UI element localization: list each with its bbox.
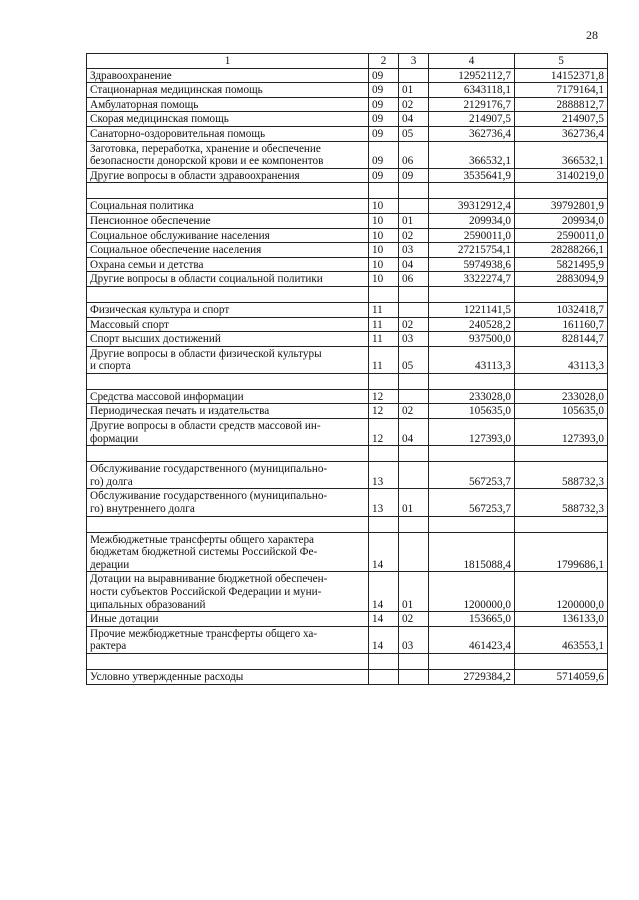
row-section-code-cell: 13 (369, 462, 399, 489)
row-value-2-cell: 828144,7 (515, 332, 608, 347)
row-subsection-code-cell (399, 653, 429, 669)
row-name-cell: Дотации на выравнивание бюджетной обеспечен- ности субъектов Российской Федерации и муни- ципальных образований (87, 572, 369, 612)
row-section-code-cell: 14 (369, 612, 399, 627)
row-name-cell (87, 446, 369, 462)
row-section-code-cell (369, 446, 399, 462)
header-cell-5: 5 (515, 54, 608, 69)
table-row (87, 112, 608, 127)
row-section-code-cell: 10 (369, 199, 399, 214)
table-row (87, 168, 608, 183)
row-value-2-cell: 43113,3 (515, 346, 608, 373)
row-name-cell: Иные дотации (87, 612, 369, 627)
table-row (87, 199, 608, 214)
row-value-1-cell: 209934,0 (429, 213, 515, 228)
row-value-1-cell (429, 516, 515, 532)
row-value-1-cell: 105635,0 (429, 404, 515, 419)
row-value-2-cell: 233028,0 (515, 389, 608, 404)
row-value-1-cell: 39312912,4 (429, 199, 515, 214)
table-row (87, 228, 608, 243)
row-section-code-cell: 09 (369, 68, 399, 83)
row-name-cell: Другие вопросы в области социальной политики (87, 272, 369, 287)
row-value-2-cell: 2883094,9 (515, 272, 608, 287)
header-cell-1: 1 (87, 54, 369, 69)
row-value-1-cell: 362736,4 (429, 126, 515, 141)
row-value-1-cell: 1815088,4 (429, 532, 515, 572)
row-value-2-cell: 7179164,1 (515, 83, 608, 98)
row-name-cell: Прочие межбюджетные трансферты общего ха- рактера (87, 626, 369, 653)
row-subsection-code-cell: 02 (399, 612, 429, 627)
row-subsection-code-cell: 05 (399, 126, 429, 141)
row-value-1-cell: 2590011,0 (429, 228, 515, 243)
row-name-cell: Заготовка, переработка, хранение и обеспечение безопасности донорской крови и ее компонентов (87, 141, 369, 168)
row-subsection-code-cell (399, 516, 429, 532)
row-value-2-cell: 5714059,6 (515, 669, 608, 684)
row-value-1-cell (429, 653, 515, 669)
header-cell-4: 4 (429, 54, 515, 69)
row-subsection-code-cell (399, 183, 429, 199)
row-subsection-code-cell: 04 (399, 112, 429, 127)
row-value-2-cell (515, 183, 608, 199)
row-section-code-cell: 12 (369, 389, 399, 404)
table-row (87, 612, 608, 627)
row-section-code-cell: 10 (369, 272, 399, 287)
row-name-cell: Периодическая печать и издательства (87, 404, 369, 419)
row-name-cell: Обслуживание государственного (муниципально- го) внутреннего долга (87, 489, 369, 516)
table-row (87, 404, 608, 419)
row-name-cell: Санаторно-оздоровительная помощь (87, 126, 369, 141)
row-subsection-code-cell: 09 (399, 168, 429, 183)
row-subsection-code-cell (399, 532, 429, 572)
row-value-1-cell: 5974938,6 (429, 257, 515, 272)
row-value-2-cell: 463553,1 (515, 626, 608, 653)
row-section-code-cell (369, 373, 399, 389)
row-value-1-cell: 214907,5 (429, 112, 515, 127)
table-row (87, 653, 608, 669)
row-value-2-cell: 161160,7 (515, 317, 608, 332)
row-value-1-cell: 3322274,7 (429, 272, 515, 287)
row-section-code-cell: 14 (369, 626, 399, 653)
row-section-code-cell: 09 (369, 168, 399, 183)
row-value-2-cell (515, 653, 608, 669)
row-value-2-cell: 588732,3 (515, 462, 608, 489)
row-value-1-cell: 153665,0 (429, 612, 515, 627)
row-section-code-cell: 09 (369, 83, 399, 98)
row-name-cell: Охрана семьи и детства (87, 257, 369, 272)
table-row (87, 302, 608, 317)
table-row (87, 419, 608, 446)
row-section-code-cell (369, 516, 399, 532)
row-subsection-code-cell: 04 (399, 257, 429, 272)
row-subsection-code-cell (399, 68, 429, 83)
row-subsection-code-cell: 06 (399, 272, 429, 287)
row-name-cell: Стационарная медицинская помощь (87, 83, 369, 98)
row-name-cell: Социальное обеспечение населения (87, 243, 369, 258)
table-row (87, 141, 608, 168)
row-name-cell: Другие вопросы в области физической культуры и спорта (87, 346, 369, 373)
table-row (87, 346, 608, 373)
row-value-2-cell: 1799686,1 (515, 532, 608, 572)
row-name-cell: Социальная политика (87, 199, 369, 214)
row-section-code-cell: 09 (369, 97, 399, 112)
row-value-2-cell: 105635,0 (515, 404, 608, 419)
row-value-2-cell: 209934,0 (515, 213, 608, 228)
row-value-2-cell (515, 286, 608, 302)
row-section-code-cell: 14 (369, 572, 399, 612)
row-section-code-cell: 12 (369, 404, 399, 419)
row-value-1-cell (429, 286, 515, 302)
row-value-2-cell (515, 516, 608, 532)
row-section-code-cell (369, 669, 399, 684)
row-section-code-cell: 13 (369, 489, 399, 516)
row-name-cell: Средства массовой информации (87, 389, 369, 404)
row-section-code-cell: 09 (369, 141, 399, 168)
header-cell-2: 2 (369, 54, 399, 69)
row-subsection-code-cell: 03 (399, 626, 429, 653)
row-value-1-cell: 6343118,1 (429, 83, 515, 98)
row-subsection-code-cell: 02 (399, 404, 429, 419)
row-value-1-cell: 240528,2 (429, 317, 515, 332)
row-name-cell: Пенсионное обеспечение (87, 213, 369, 228)
table-row (87, 83, 608, 98)
row-value-1-cell: 233028,0 (429, 389, 515, 404)
row-subsection-code-cell (399, 373, 429, 389)
row-subsection-code-cell (399, 199, 429, 214)
row-section-code-cell: 11 (369, 332, 399, 347)
table-row (87, 213, 608, 228)
row-subsection-code-cell (399, 669, 429, 684)
row-value-2-cell: 5821495,9 (515, 257, 608, 272)
table-row (87, 572, 608, 612)
row-value-1-cell: 3535641,9 (429, 168, 515, 183)
row-value-2-cell (515, 373, 608, 389)
table-row (87, 389, 608, 404)
table-row (87, 126, 608, 141)
row-value-1-cell: 2129176,7 (429, 97, 515, 112)
row-subsection-code-cell: 01 (399, 213, 429, 228)
table-row (87, 489, 608, 516)
budget-table (86, 53, 608, 685)
row-value-1-cell: 461423,4 (429, 626, 515, 653)
row-value-1-cell: 937500,0 (429, 332, 515, 347)
row-name-cell: Здравоохранение (87, 68, 369, 83)
table-row (87, 317, 608, 332)
row-subsection-code-cell: 06 (399, 141, 429, 168)
table-row (87, 257, 608, 272)
row-subsection-code-cell: 01 (399, 572, 429, 612)
row-value-2-cell: 1200000,0 (515, 572, 608, 612)
row-name-cell (87, 516, 369, 532)
row-section-code-cell (369, 183, 399, 199)
table-row (87, 669, 608, 684)
row-name-cell (87, 183, 369, 199)
row-subsection-code-cell: 03 (399, 243, 429, 258)
row-value-1-cell: 567253,7 (429, 489, 515, 516)
row-name-cell: Амбулаторная помощь (87, 97, 369, 112)
row-section-code-cell (369, 286, 399, 302)
row-subsection-code-cell (399, 446, 429, 462)
row-section-code-cell (369, 653, 399, 669)
row-subsection-code-cell: 01 (399, 83, 429, 98)
row-value-1-cell: 43113,3 (429, 346, 515, 373)
row-value-2-cell: 362736,4 (515, 126, 608, 141)
table-header-row (87, 54, 608, 69)
row-section-code-cell: 11 (369, 346, 399, 373)
row-value-1-cell: 2729384,2 (429, 669, 515, 684)
table-body (87, 68, 608, 684)
row-value-1-cell: 366532,1 (429, 141, 515, 168)
row-subsection-code-cell (399, 302, 429, 317)
row-subsection-code-cell: 02 (399, 228, 429, 243)
table-row (87, 332, 608, 347)
table-row (87, 373, 608, 389)
row-value-1-cell (429, 183, 515, 199)
table-row (87, 516, 608, 532)
row-name-cell: Межбюджетные трансферты общего характера бюджетам бюджетной системы Российской Фе- дерации (87, 532, 369, 572)
row-section-code-cell: 10 (369, 243, 399, 258)
row-value-2-cell: 2888812,7 (515, 97, 608, 112)
row-name-cell: Физическая культура и спорт (87, 302, 369, 317)
row-subsection-code-cell (399, 462, 429, 489)
table-row (87, 626, 608, 653)
row-value-2-cell: 1032418,7 (515, 302, 608, 317)
row-name-cell: Другие вопросы в области здравоохранения (87, 168, 369, 183)
row-name-cell: Социальное обслуживание населения (87, 228, 369, 243)
row-name-cell (87, 653, 369, 669)
row-value-1-cell: 1221141,5 (429, 302, 515, 317)
row-name-cell: Другие вопросы в области средств массовой ин- формации (87, 419, 369, 446)
row-subsection-code-cell: 04 (399, 419, 429, 446)
row-subsection-code-cell (399, 286, 429, 302)
row-section-code-cell: 09 (369, 126, 399, 141)
row-section-code-cell: 11 (369, 302, 399, 317)
row-value-2-cell: 2590011,0 (515, 228, 608, 243)
table-row (87, 243, 608, 258)
row-value-1-cell (429, 373, 515, 389)
row-value-2-cell: 14152371,8 (515, 68, 608, 83)
row-subsection-code-cell (399, 389, 429, 404)
row-subsection-code-cell: 02 (399, 97, 429, 112)
row-value-2-cell: 127393,0 (515, 419, 608, 446)
page-number: 28 (586, 28, 598, 42)
row-value-2-cell (515, 446, 608, 462)
row-value-2-cell: 588732,3 (515, 489, 608, 516)
row-subsection-code-cell: 03 (399, 332, 429, 347)
row-value-1-cell: 127393,0 (429, 419, 515, 446)
table-row (87, 532, 608, 572)
table-row (87, 183, 608, 199)
row-value-1-cell: 12952112,7 (429, 68, 515, 83)
row-name-cell: Обслуживание государственного (муниципально- го) долга (87, 462, 369, 489)
row-name-cell: Условно утвержденные расходы (87, 669, 369, 684)
row-value-1-cell (429, 446, 515, 462)
row-name-cell: Скорая медицинская помощь (87, 112, 369, 127)
row-section-code-cell: 11 (369, 317, 399, 332)
table-row (87, 272, 608, 287)
row-value-2-cell: 366532,1 (515, 141, 608, 168)
row-section-code-cell: 09 (369, 112, 399, 127)
row-section-code-cell: 10 (369, 213, 399, 228)
row-subsection-code-cell: 02 (399, 317, 429, 332)
row-name-cell: Спорт высших достижений (87, 332, 369, 347)
row-value-2-cell: 214907,5 (515, 112, 608, 127)
row-name-cell: Массовый спорт (87, 317, 369, 332)
row-section-code-cell: 10 (369, 228, 399, 243)
row-subsection-code-cell: 01 (399, 489, 429, 516)
table-row (87, 462, 608, 489)
header-cell-3: 3 (399, 54, 429, 69)
row-value-2-cell: 28288266,1 (515, 243, 608, 258)
row-section-code-cell: 10 (369, 257, 399, 272)
row-value-2-cell: 3140219,0 (515, 168, 608, 183)
row-value-2-cell: 39792801,9 (515, 199, 608, 214)
row-value-2-cell: 136133,0 (515, 612, 608, 627)
row-value-1-cell: 1200000,0 (429, 572, 515, 612)
table-row (87, 97, 608, 112)
row-section-code-cell: 12 (369, 419, 399, 446)
row-name-cell (87, 373, 369, 389)
row-value-1-cell: 27215754,1 (429, 243, 515, 258)
table-row (87, 68, 608, 83)
table-row (87, 446, 608, 462)
row-name-cell (87, 286, 369, 302)
row-subsection-code-cell: 05 (399, 346, 429, 373)
table-row (87, 286, 608, 302)
row-value-1-cell: 567253,7 (429, 462, 515, 489)
row-section-code-cell: 14 (369, 532, 399, 572)
